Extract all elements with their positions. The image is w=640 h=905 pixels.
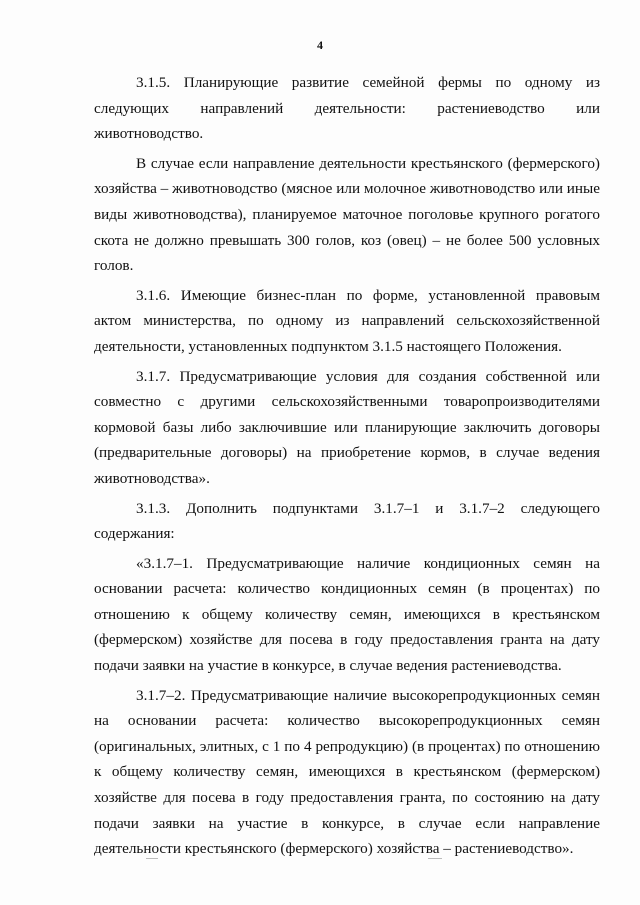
paragraph-3-1-7-1: «3.1.7–1. Предусматривающие наличие кондиционных семян на основании расчета: количество кондиционных семян (в процентах) по отношению к общему количеству семян, имеющихся в крестьянском (фермерском) хозяйстве для посева в году предоставления гранта на дату подачи заявки на участие в конкурсе, в случае ведения растениеводства.	[94, 554, 600, 675]
paragraph-3-1-3: 3.1.3. Дополнить подпунктами 3.1.7–1 и 3.1.7–2 следующего содержания:	[94, 499, 600, 543]
paragraph-3-1-5: 3.1.5. Планирующие развитие семейной фермы по одному из следующих направлений деятельности: растениеводство или животноводство.	[94, 74, 600, 143]
paragraph-3-1-6: 3.1.6. Имеющие бизнес-план по форме, установленной правовым актом министерства, по одному из направлений сельскохозяйственной деятельности, установленных подпунктом 3.1.5 настоящего Положения.	[94, 286, 600, 355]
page-number: 4	[317, 38, 323, 52]
scan-mark-right	[428, 858, 442, 859]
paragraph-3-1-7-2: 3.1.7–2. Предусматривающие наличие высокорепродукционных семян на основании расчета: количество высокорепродукционных семян (оригинальных, элитных, с 1 по 4 репродукцию) (в процентах) по отношению к общему количеству семян, имеющихся в крестьянском (фермерском) хозяйстве для посева в году предоставления гранта, по состоянию на дату подачи заявки на участие в конкурсе, в случае если направление деятельности крестьянского (фермерского) хозяйства – растениеводство».	[94, 686, 600, 858]
scan-mark-left	[146, 858, 158, 859]
document-body	[94, 70, 600, 862]
paragraph-livestock-condition: В случае если направление деятельности крестьянского (фермерского) хозяйства – животноводство (мясное или молочное животноводство или иные виды животноводства), планируемое маточное поголовье крупного рогатого скота не должно превышать 300 голов, коз (овец) – не более 500 условных голов.	[94, 154, 600, 275]
paragraph-3-1-7: 3.1.7. Предусматривающие условия для создания собственной или совместно с другими сельскохозяйственными товаропроизводителями кормовой базы либо заключившие или планирующие заключить договоры (предварительные договоры) на приобретение кормов, в случае ведения животноводства».	[94, 367, 600, 487]
